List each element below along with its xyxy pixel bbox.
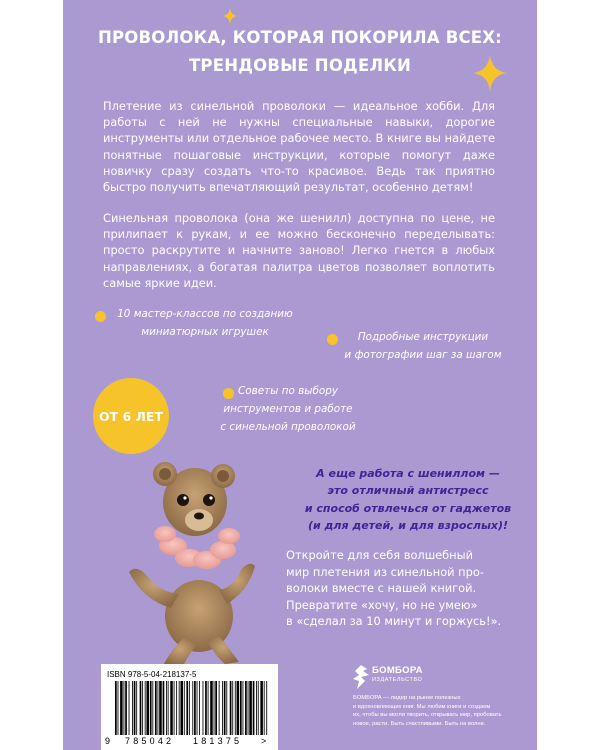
barcode-bar	[142, 681, 143, 735]
barcode-bar	[208, 681, 209, 735]
barcode-bar	[155, 681, 157, 735]
barcode-bar	[237, 681, 240, 735]
barcode-first-digit: 9	[105, 736, 111, 746]
barcode-bar	[260, 681, 263, 735]
barcode-bar	[264, 681, 265, 735]
barcode-bar	[203, 681, 204, 735]
barcode-bar	[243, 681, 244, 735]
barcode-bar	[205, 681, 207, 735]
barcode-bar	[124, 681, 125, 735]
intro-paragraph: Плетение из синельной проволоки — идеальное хобби. Для работы с ней не нужны специальные навыки, дорогие инструменты или отдельное рабочее место. В книге вы найдете понятные пошаговые инструкции, которые помогут даже новичку сразу создать что-то красивое. Ведь так приятно быстро получить впечатляющий результат, особенно детям!	[103, 99, 495, 195]
barcode-bar	[146, 681, 149, 735]
barcode-bar	[168, 681, 169, 735]
cover-headline	[63, 24, 537, 80]
barcode-left-digits: 785042	[125, 736, 175, 746]
barcode-bar	[174, 681, 175, 735]
barcode-bar	[249, 681, 252, 735]
barcode-bar	[266, 681, 267, 735]
age-badge: ОТ 6 ЛЕТ	[93, 378, 169, 454]
back-cover	[63, 0, 537, 750]
small-star-icon	[223, 8, 237, 24]
closing-line: в «сделал за 10 минут и горжусь!».	[286, 614, 502, 628]
barcode-bar	[232, 681, 233, 735]
barcode-bar	[240, 681, 242, 735]
barcode-bar	[258, 681, 259, 735]
feature-item	[333, 328, 513, 364]
publisher-name: БОМБОРА	[372, 665, 423, 676]
closing-line: Превратите «хочу, но не умею»	[286, 597, 478, 612]
closing-line: волоки вместе с нашей книгой.	[286, 581, 477, 595]
barcode-bar	[145, 681, 146, 735]
teddy-bear-illustration	[103, 440, 273, 670]
barcode-right-digits: 181375	[193, 736, 243, 746]
barcode-bar	[118, 681, 119, 735]
barcode-bar	[248, 681, 249, 735]
feature-line: Советы по выбору	[238, 385, 338, 397]
highlight-line: (и для детей, и для взрослых)!	[307, 518, 509, 532]
isbn-number: ISBN 978-5-04-218137-5	[107, 670, 197, 679]
barcode-bar	[186, 681, 188, 735]
feature-line: с синельной проволокой	[220, 421, 356, 433]
barcode-bar	[210, 681, 213, 735]
barcode-bar	[166, 681, 167, 735]
barcode-bar	[189, 681, 190, 735]
barcode-bar	[219, 681, 220, 735]
barcode-end-mark: >	[261, 736, 267, 746]
publisher-label: ИЗДАТЕЛЬСТВО	[372, 677, 423, 683]
barcode-bar	[150, 681, 152, 735]
barcode-bar	[235, 681, 236, 735]
highlight-line: А еще работа с шениллом —	[316, 467, 500, 480]
highlight-line: и способ отвлечься от гаджетов	[304, 501, 512, 515]
barcode-bar	[120, 681, 123, 735]
barcode-bar	[197, 681, 198, 735]
bombora-logo-icon	[353, 665, 369, 689]
closing-line: Откройте для себя волшебный	[286, 548, 474, 562]
barcode-bar	[256, 681, 257, 735]
publisher-blurb	[353, 694, 533, 728]
barcode-bar	[184, 681, 185, 735]
barcode-bar	[159, 681, 162, 735]
barcode-bar	[199, 681, 200, 735]
barcode-bar	[230, 681, 232, 735]
feature-line: миниатюрных игрушек	[141, 326, 269, 338]
barcode-bar	[140, 681, 142, 735]
barcode-bar	[226, 681, 227, 735]
barcode-bar	[134, 681, 136, 735]
barcode-panel	[101, 664, 278, 750]
barcode-bar	[132, 681, 133, 735]
barcode-bar	[180, 681, 183, 735]
antistress-highlight	[288, 465, 528, 534]
barcode-bar	[253, 681, 255, 735]
feature-line: 10 мастер-классов по созданию	[117, 308, 293, 320]
barcode-bar	[152, 681, 153, 735]
barcode-bar	[125, 681, 127, 735]
barcode-bar	[224, 681, 226, 735]
feature-line: и фотографии шаг за шагом	[344, 349, 502, 361]
headline-line-2: ТРЕНДОВЫЕ ПОДЕЛКИ	[188, 56, 412, 75]
barcode-bar	[192, 681, 193, 735]
feature-item	[213, 382, 363, 436]
highlight-line: это отличный антистресс	[327, 484, 489, 498]
barcode-bar	[194, 681, 196, 735]
barcode-bar	[215, 681, 217, 735]
barcode-bar	[115, 681, 117, 735]
barcode-bar	[179, 681, 180, 735]
feature-line: Подробные инструкции	[357, 331, 489, 343]
feature-item	[105, 305, 305, 341]
barcode-bar	[214, 681, 215, 735]
barcode-bar	[158, 681, 159, 735]
barcode-bar	[129, 681, 130, 735]
barcode-bar	[245, 681, 247, 735]
publisher-line: новое, расти. Быть счастливыми. Быть на волне.	[353, 720, 486, 727]
barcode-bar	[170, 681, 173, 735]
publisher-line: и вдохновляющих книг. Мы любим книги и создаем	[353, 703, 491, 710]
closing-paragraph	[286, 547, 521, 630]
barcode-bar	[163, 681, 165, 735]
publisher-logo	[353, 665, 433, 691]
publisher-line: БОМБОРА — лидер на рынке полезных	[353, 695, 461, 701]
barcode-bar	[222, 681, 223, 735]
publisher-line: их, чтобы вы могли творить, открывать мир, пробовать	[353, 712, 502, 719]
feature-line: инструментов и работе	[223, 403, 353, 415]
barcode-bar	[176, 681, 177, 735]
details-paragraph: Синельная проволока (она же шенилл) доступна по цене, не прилипает к рукам, и ее можно бесконечно переделывать: просто раскрутите и начните заново! Легко гнется в любых направлениях, а богатая палитра цветов позволяет воплотить самые яркие идеи.	[103, 211, 495, 290]
headline-line-1: ПРОВОЛОКА, КОТОРАЯ ПОКОРИЛА ВСЕХ:	[98, 28, 502, 47]
closing-line: мир плетения из синельной про-	[286, 564, 484, 579]
barcode-bar	[136, 681, 137, 735]
